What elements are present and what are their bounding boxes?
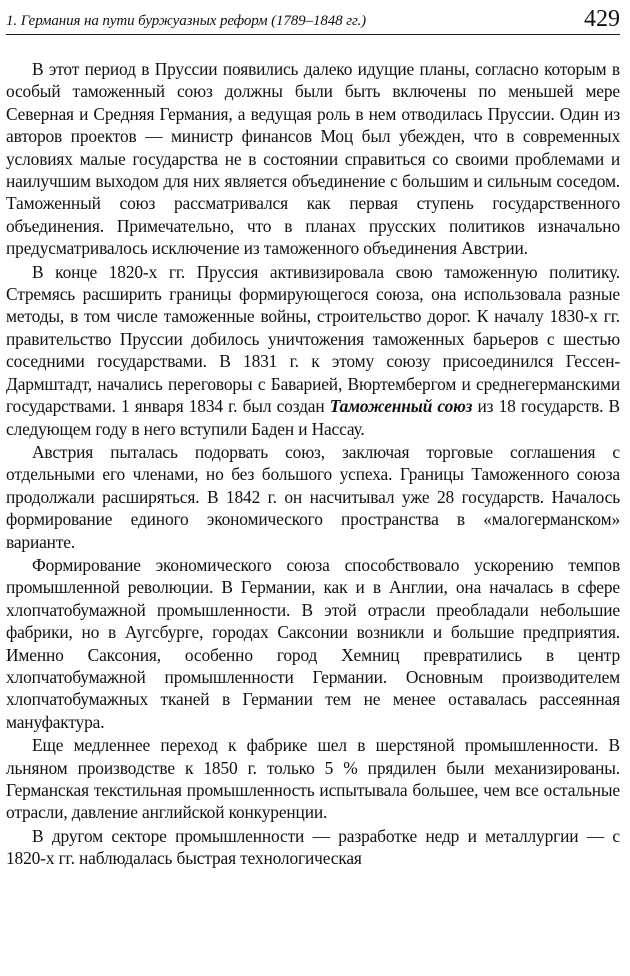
paragraph-cotton-industry: [6, 554, 620, 733]
paragraph-customs-policy: [6, 261, 620, 440]
paragraph-metallurgy: [6, 825, 620, 870]
running-title: 1. Германия на пути буржуазных реформ (1789–1848 гг.): [6, 13, 367, 29]
paragraph-textile-industry: [6, 734, 620, 824]
body-text: [6, 58, 620, 870]
paragraph-text: Формирование экономического союза способствовало ускорению темпов промышленной революции. В Германии, как и в Англии, она началась в сфере хлопчатобумажной промышленности. В этой отрасли преобладали небольшие фабрики, но в Аугсбурге, городах Саксонии возникли и большие предприятия. Именно Саксония, особенно город Хемниц превратились в центр хлопчатобумажной промышленности Германии. Основным производителем хлопчатобумажных тканей в Германии тем не менее оставалась рассеянная мануфактура.: [6, 554, 620, 732]
paragraph-text: Еще медленнее переход к фабрике шел в шерстяной промышленности. В льняном производстве к 1850 г. только 5 % прядилен были механизированы. Германская текстильная промышленность испытывала большее, чем все остальные отрасли, давление английской конкуренции.: [6, 735, 620, 823]
paragraph-text: В этот период в Пруссии появились далеко идущие планы, согласно которым в особый таможенный союз должны были быть включены по меньшей мере Северная и Средняя Германия, а ведущая роль в нем отводилась Пруссии. Один из авторов проектов — министр финансов Моц был убежден, что в современных условиях малые государства не в состоянии справиться со своими проблемами и наилучшим выходом для них является объединение с большим и сильным соседом. Таможенный союз рассматривался как первая ступень государственного объединения. Примечательно, что в планах прусских политиков изначально предусматривалось исключение из таможенного объединения Австрии.: [6, 59, 620, 259]
paragraph-text-after-term: из 18 государств. В следующем году в него вступили Баден и Нассау.: [6, 396, 620, 439]
page-number: 429: [584, 6, 620, 32]
paragraph-text: Австрия пыталась подорвать союз, заключая торговые соглашения с отдельными его членами, но без большого успеха. Границы Таможенного союза продолжали расширяться. В 1842 г. он насчитывал уже 28 государств. Началось формирование единого экономического пространства в «малогерманском» варианте.: [6, 441, 620, 552]
running-header: [6, 4, 620, 35]
paragraph-text-before-term: В конце 1820-х гг. Пруссия активизировала свою таможенную политику. Стремясь расширить границы формирующегося союза, она использовала разные методы, в том числе таможенные войны, строительство дорог. К началу 1830-х гг. правительство Пруссии добилось уничтожения таможенных барьеров с шестью соседними государствами. В 1831 г. к этому союзу присоединился Гессен-Дармштадт, начались переговоры с Баварией, Вюртембергом и среднегерманскими государствами. 1 января 1834 г. был создан: [6, 261, 620, 417]
paragraph-customs-plans: [6, 58, 620, 260]
paragraph-text: В другом секторе промышленности — разработке недр и металлургии — с 1820-х гг. наблюдалась быстрая технологическая: [6, 825, 620, 869]
customs-union-term: Таможенный союз: [329, 396, 473, 417]
paragraph-austria: [6, 441, 620, 553]
